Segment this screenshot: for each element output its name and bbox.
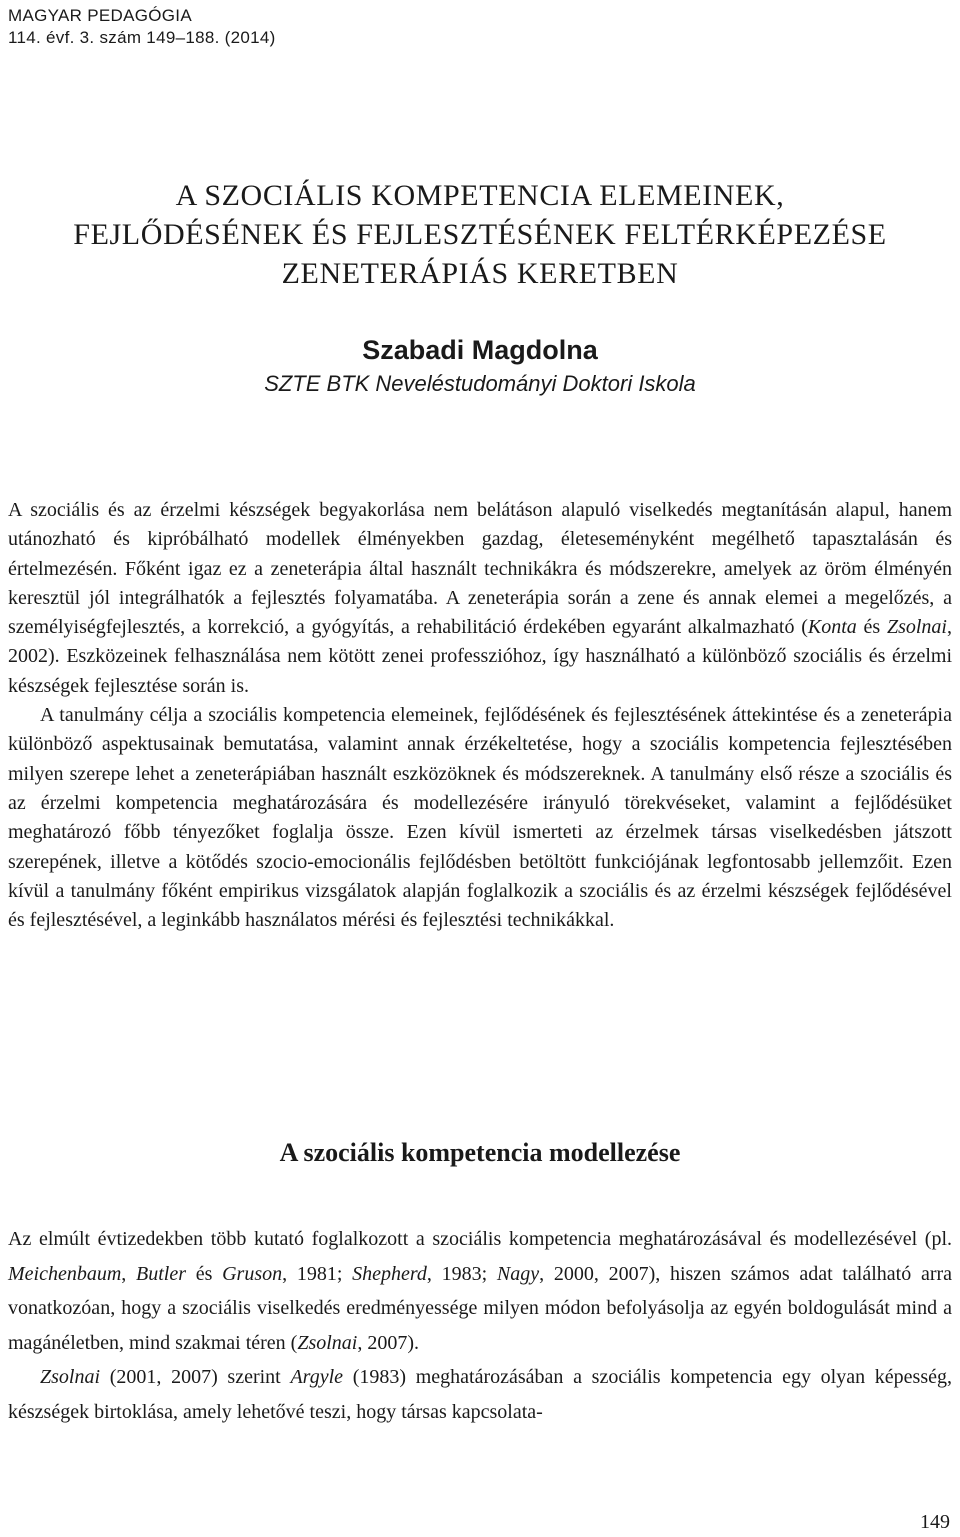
body-paragraph-1 xyxy=(8,1222,952,1360)
abstract-text-b: , 2002). Eszközeinek felhasználása nem kötött zenei professzióhoz, így használható a különböző szociális és érzelmi készségek fejlesztése során is. xyxy=(8,616,952,697)
abstract-paragraph-1 xyxy=(8,496,952,701)
page-number: 149 xyxy=(920,1511,950,1533)
author-affiliation: SZTE BTK Neveléstudományi Doktori Iskola xyxy=(264,371,696,396)
body-text-segment: és xyxy=(186,1262,223,1285)
citation-zsolnai: Zsolnai xyxy=(40,1366,101,1388)
body-text-segment: , 2000, 2007), hiszen számos adat található arra vonatkozóan, hogy a szociális viselkedés eredményessége milyen módon befolyásolja az egyén boldogulását mind a magánéletben, mind szakmai téren ( xyxy=(8,1262,953,1354)
citation-argyle: Argyle xyxy=(290,1366,344,1388)
citation-nagy: Nagy xyxy=(496,1262,540,1285)
body-text-segment: , xyxy=(121,1262,137,1285)
title-line-3: ZENETERÁPIÁS KERETBEN xyxy=(281,257,679,290)
journal-issue: 114. évf. 3. szám 149–188. (2014) xyxy=(8,28,276,47)
journal-name: MAGYAR PEDAGÓGIA xyxy=(8,6,192,25)
title-line-2: FEJLŐDÉSÉNEK ÉS FEJLESZTÉSÉNEK FELTÉRKÉPEZÉSE xyxy=(73,218,887,251)
body-text-segment: , 2007). xyxy=(357,1331,420,1354)
abstract-text-and: és xyxy=(856,616,887,639)
abstract xyxy=(8,496,952,935)
author-name: Szabadi Magdolna xyxy=(362,335,598,365)
journal-header xyxy=(8,5,276,49)
body-text-segment: (2001, 2007) szerint xyxy=(100,1366,291,1388)
body-text-segment: , 1983; xyxy=(426,1262,497,1285)
citation-konta: Konta xyxy=(807,616,857,639)
abstract-text-a: A szociális és az érzelmi készségek begyakorlása nem belátáson alapuló viselkedés megtanításán alapul, hanem utánozható és kipróbálható modellek élményekben gazdag, életeseményként megélhető tapasztalásán és értelmezésén. Főként igaz ez a zeneterápia által használt technikákra és módszerekre, amelyek az öröm élményén keresztül jól integrálhatók a fejlesztés folyamatába. A zeneterápia során a zene és annak elemei a megelőzés, a személyiségfejlesztés, a korrekció, a gyógyítás, a rehabilitáció érdekében egyaránt alkalmazható ( xyxy=(8,499,952,639)
abstract-paragraph-2: A tanulmány célja a szociális kompetencia elemeinek, fejlődésének és fejlesztésének áttekintése és a zeneterápia különböző aspektusainak bemutatása, valamint annak érzékeltetése, hogy a szociális kompetencia fejlesztésében milyen szerepe lehet a zeneterápiában használt eszközöknek és módszereknek. A tanulmány első része a szociális és az érzelmi kompetencia meghatározására és modellezésére irányuló törekvéseket, valamint a fejlődésüket meghatározó főbb tényezőket foglalja össze. Ezen kívül ismerteti az érzelmek társas viselkedésben játszott szerepének, illetve a kötődés szocio-emocionális fejlődésben betöltött funkciójának legfontosabb jellemzőit. Ezen kívül a tanulmány főként empirikus vizsgálatok alapján foglalkozik a szociális és az érzelmi készségek fejlődésével és fejlesztésével, a leginkább használatos mérési és fejlesztési technikákkal. xyxy=(8,704,952,932)
body-text-segment: Az elmúlt évtizedekben több kutató foglalkozott a szociális kompetencia meghatározásával és modellezésével (pl. xyxy=(8,1228,952,1250)
body-text-segment: (1983) meghatározásában a szociális kompetencia egy olyan képesség, készségek birtoklása, amely lehetővé teszi, hogy társas kapcsolata- xyxy=(8,1366,952,1423)
citation-gruson: Gruson xyxy=(222,1262,283,1285)
title-line-1: A SZOCIÁLIS KOMPETENCIA ELEMEINEK, xyxy=(175,179,785,212)
citation-shepherd: Shepherd xyxy=(352,1262,427,1285)
section-heading: A szociális kompetencia modellezése xyxy=(279,1138,681,1167)
citation-butler: Butler xyxy=(136,1262,187,1285)
citation-zsolnai: Zsolnai xyxy=(297,1331,358,1354)
citation-zsolnai: Zsolnai xyxy=(886,616,947,639)
body-text xyxy=(8,1222,952,1429)
article-title xyxy=(0,176,960,293)
citation-meichenbaum: Meichenbaum xyxy=(8,1262,122,1285)
body-paragraph-2 xyxy=(8,1360,952,1429)
body-text-segment: , 1981; xyxy=(282,1262,353,1285)
